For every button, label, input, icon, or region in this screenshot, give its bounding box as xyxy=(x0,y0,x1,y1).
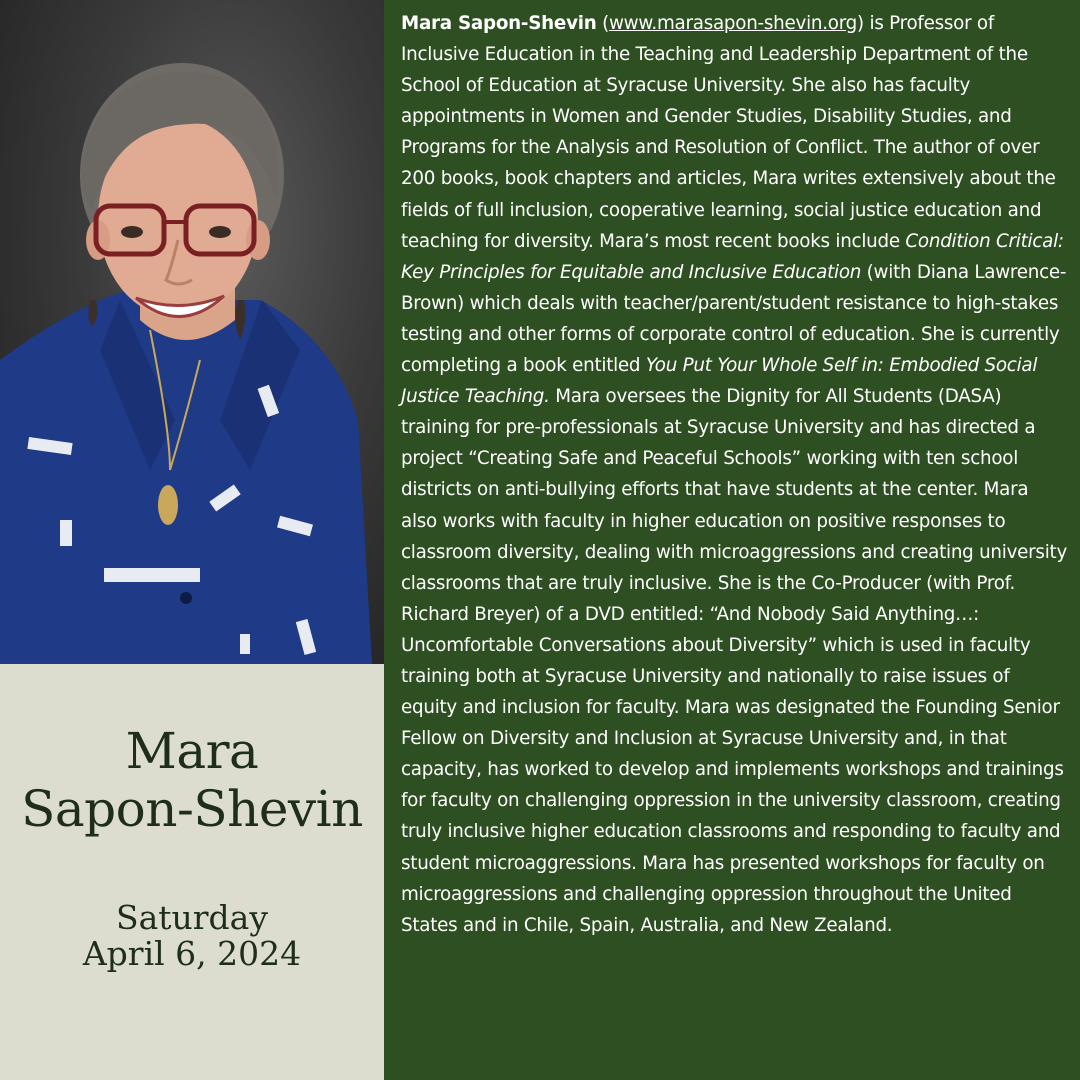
event-day: Saturday xyxy=(115,898,268,937)
bio-text xyxy=(401,8,1069,941)
event-date xyxy=(0,900,384,972)
name-date-panel xyxy=(0,664,384,1080)
website-link[interactable]: www.marasapon-shevin.org xyxy=(608,13,858,34)
bio-text-part-1: ) is Professor of Inclusive Education in the Teaching and Leadership Department of the School of Education at Syracuse University. She also has faculty appointments in Women and Gender Studies, Disability Studies, and Programs for the Analysis and Resolution of Conflict. The author of over 200 books, book chapters and articles, Mara writes extensively about the fields of full inclusion, cooperative learning, social justice education and teaching for diversity. Mara’s most recent books include xyxy=(401,13,1056,252)
speaker-name-line-2: Sapon-Shevin xyxy=(21,780,363,838)
book-title-whole-self: You Put Your Whole Self in: Embodied Social Justice Teaching. xyxy=(401,355,1038,408)
bio-panel xyxy=(384,0,1080,1080)
bio-speaker-name: Mara Sapon-Shevin xyxy=(401,13,597,34)
book-title-condition-critical: Condition Critical: Key Principles for Equitable and Inclusive Education xyxy=(401,230,1064,283)
bio-open-paren: ( xyxy=(596,13,609,34)
bio-text-part-2: (with Diana Lawrence-Brown) which deals with teacher/parent/student resistance to high-stakes testing and other forms of corporate control of education. She is currently completing a book entitled xyxy=(401,261,1067,377)
event-date-text: April 6, 2024 xyxy=(82,934,302,973)
speaker-portrait-illustration xyxy=(0,0,384,664)
bio-text-part-3: Mara oversees the Dignity for All Students (DASA) training for pre-professionals at Syracuse University and has directed a project “Creating Safe and Peaceful Schools” working with ten school districts on anti-bullying efforts that have students at the center. Mara also works with faculty in higher education on positive responses to classroom diversity, dealing with microaggressions and creating university classrooms that are truly inclusive. She is the Co-Producer (with Prof. Richard Breyer) of a DVD entitled: “And Nobody Said Anything…: Uncomfortable Conversations about Diversity” which is used in faculty training both at Syracuse University and nationally to raise issues of equity and inclusion for faculty. Mara was designated the Founding Senior Fellow on Diversity and Inclusion at Syracuse University and, in that capacity, has worked to develop and implements workshops and trainings for faculty on challenging oppression in the university classroom, creating truly inclusive higher education classrooms and responding to faculty and student microaggressions. Mara has presented workshops for faculty on microaggressions and challenging oppression throughout the United States and in Chile, Spain, Australia, and New Zealand. xyxy=(401,386,1068,936)
speaker-name-line-1: Mara xyxy=(125,722,259,780)
speaker-name xyxy=(0,722,384,838)
speaker-photo xyxy=(0,0,384,664)
